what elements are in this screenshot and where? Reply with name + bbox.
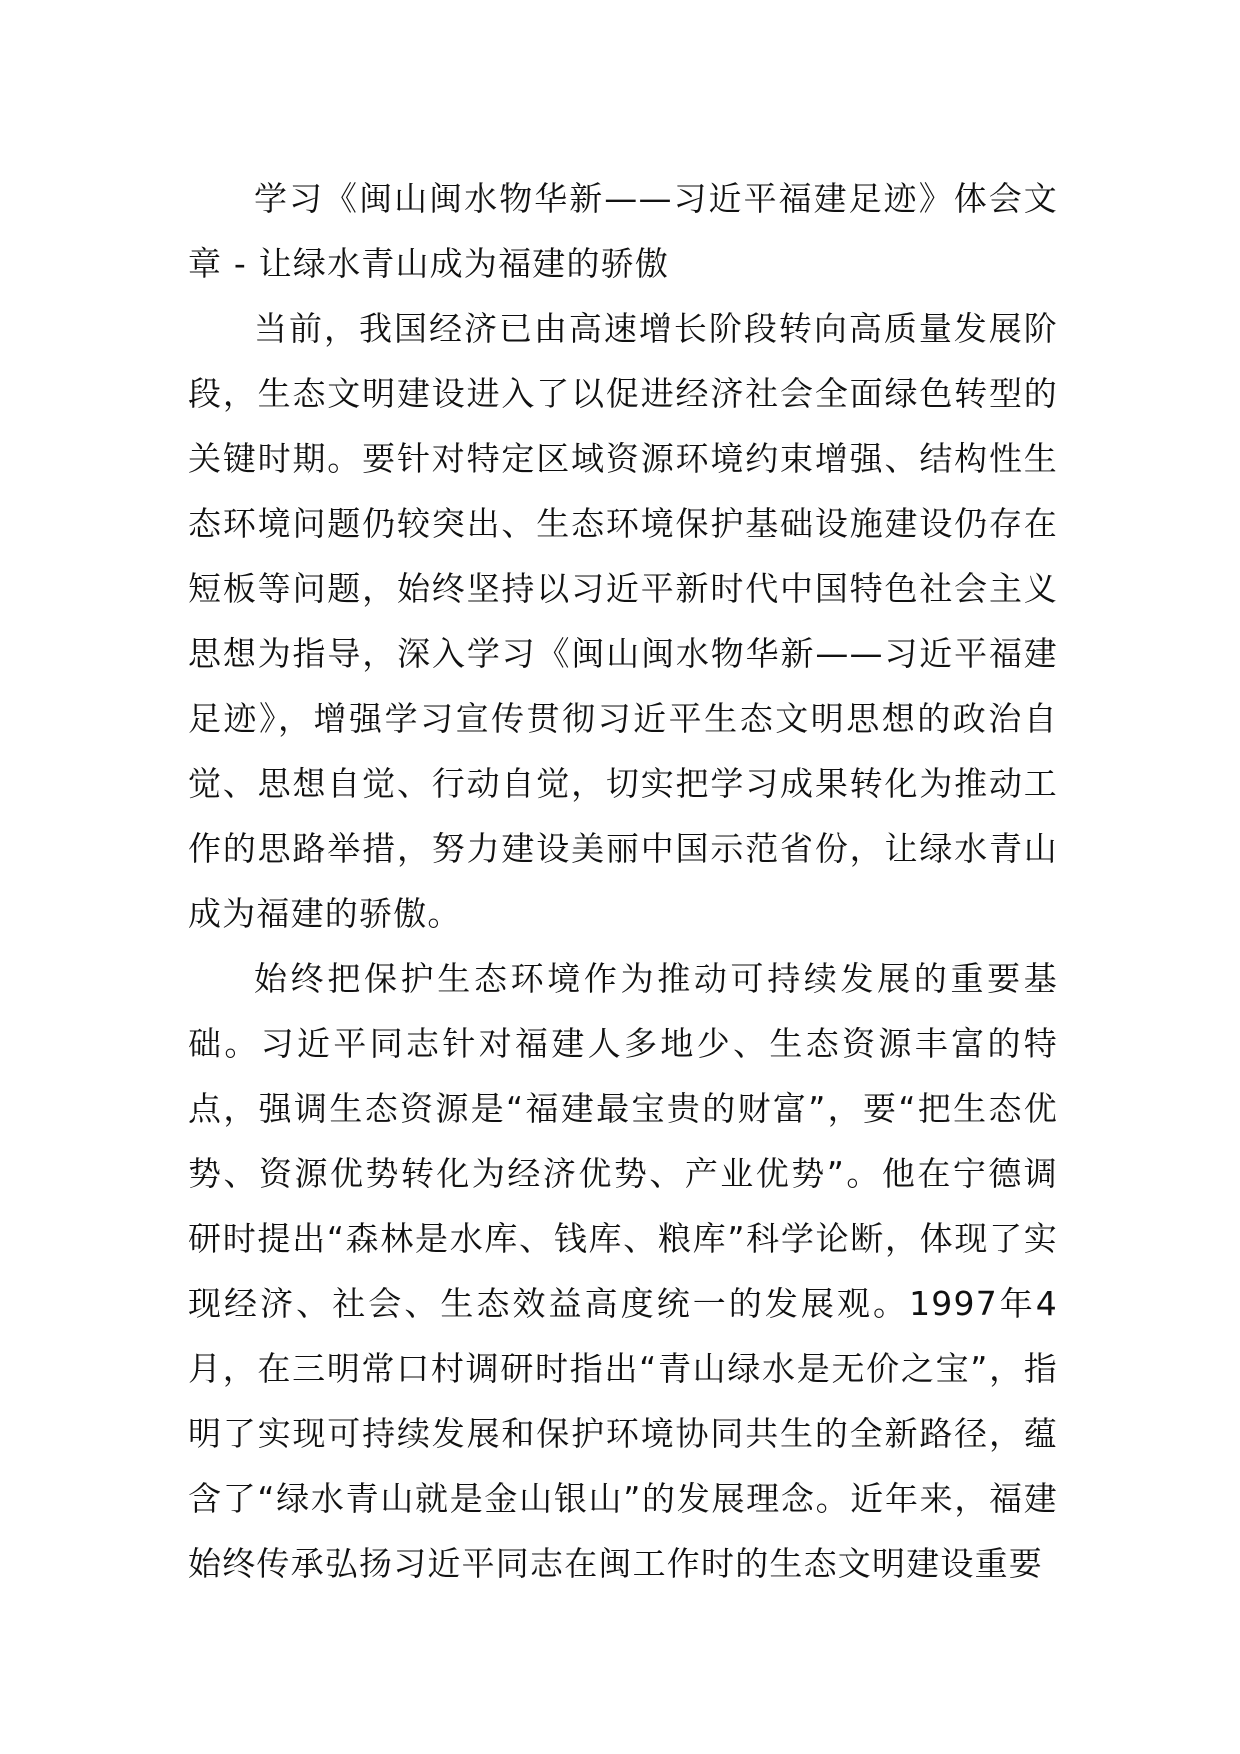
paragraph-ecology: 始终把保护生态环境作为推动可持续发展的重要基础。习近平同志针对福建人多地少、生态资源丰富的特点，强调生态资源是“福建最宝贵的财富”，要“把生态优势、资源优势转化为经济优势、产业优势”。他在宁德调研时提出“森林是水库、钱库、粮库”科学论断，体现了实现经济、社会、生态效益高度统一的发展观。1997年4月，在三明常口村调研时指出“青山绿水是无价之宝”，指明了实现可持续发展和保护环境协同共生的全新路径，蕴含了“绿水青山就是金山银山”的发展理念。近年来，福建始终传承弘扬习近平同志在闽工作时的生态文明建设重要 bbox=[188, 959, 1058, 1583]
paragraph-intro: 当前，我国经济已由高速增长阶段转向高质量发展阶段，生态文明建设进入了以促进经济社会全面绿色转型的关键时期。要针对特定区域资源环境约束增强、结构性生态环境问题仍较突出、生态环境保护基础设施建设仍存在短板等问题，始终坚持以习近平新时代中国特色社会主义思想为指导，深入学习《闽山闽水物华新——习近平福建足迹》，增强学习宣传贯彻习近平生态文明思想的政治自觉、思想自觉、行动自觉，切实把学习成果转化为推动工作的思路举措，努力建设美丽中国示范省份，让绿水青山成为福建的骄傲。 bbox=[188, 309, 1058, 933]
document-title: 学习《闽山闽水物华新——习近平福建足迹》体会文章 - 让绿水青山成为福建的骄傲 bbox=[188, 179, 1058, 283]
document-body bbox=[188, 166, 1058, 1596]
